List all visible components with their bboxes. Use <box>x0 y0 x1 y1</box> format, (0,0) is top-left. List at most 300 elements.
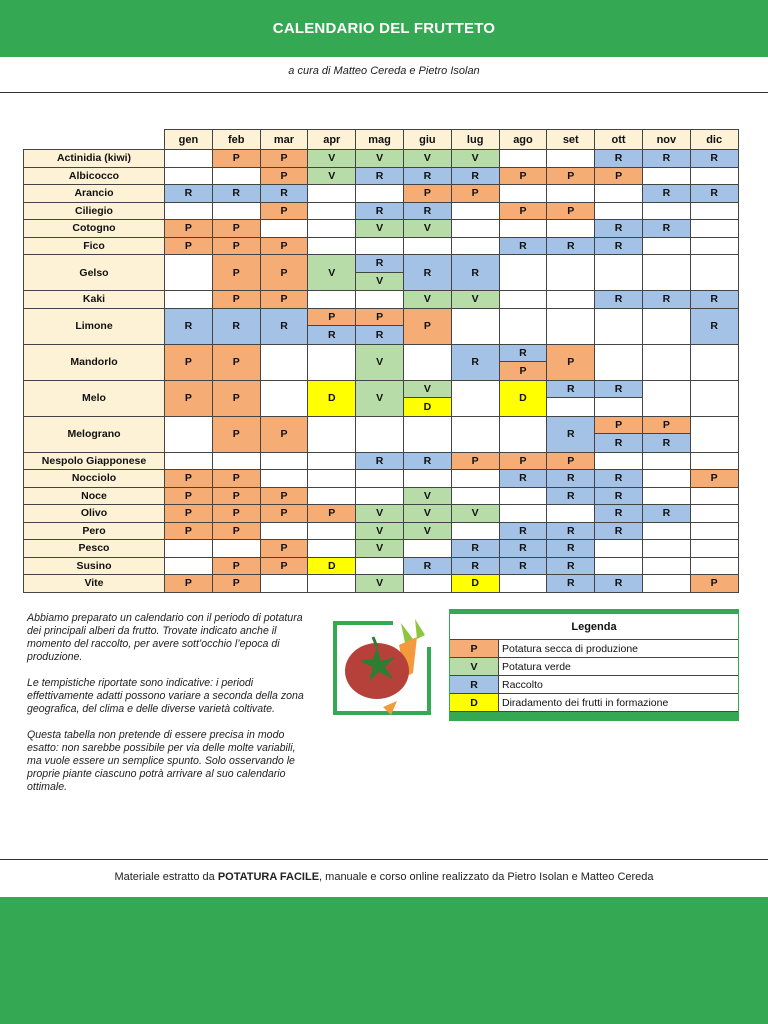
calendar-cell <box>547 505 595 523</box>
calendar-cell: R <box>356 167 404 185</box>
calendar-cell: V <box>356 380 404 416</box>
calendar-cell <box>403 237 451 255</box>
calendar-cell <box>642 540 690 558</box>
table-row <box>24 540 739 558</box>
tree-name: Ciliegio <box>24 202 165 220</box>
table-row <box>24 202 739 220</box>
calendar-cell <box>260 380 308 416</box>
calendar-cell <box>690 237 738 255</box>
calendar-cell <box>308 470 356 488</box>
calendar-subcell: R <box>356 255 403 273</box>
calendar-cell: R <box>595 575 643 593</box>
calendar-subcell: R <box>595 381 642 399</box>
calendar-cell: R <box>403 557 451 575</box>
calendar-cell: R <box>403 255 451 291</box>
calendar-subcell: D <box>404 398 451 416</box>
legend-label: Potatura verde <box>502 660 571 673</box>
calendar-cell: P <box>212 237 260 255</box>
note-paragraph: Abbiamo preparato un calendario con il periodo di potatura dei principali alberi da frutto. Trovate indicato anche il momento del raccolto, per avere sott’occhio l’epoca di produzione. <box>27 612 303 663</box>
calendar-cell: P <box>499 167 547 185</box>
calendar-cell: R <box>595 487 643 505</box>
calendar-cell <box>356 470 404 488</box>
tree-name: Kaki <box>24 291 165 309</box>
calendar-subcell: V <box>356 273 403 291</box>
calendar-cell: P <box>451 452 499 470</box>
calendar-cell <box>547 150 595 168</box>
calendar-cell <box>308 522 356 540</box>
table-row <box>24 487 739 505</box>
calendar-cell: R <box>260 185 308 203</box>
calendar-cell <box>356 557 404 575</box>
calendar-cell: P <box>212 487 260 505</box>
calendar-cell <box>595 452 643 470</box>
calendar-cell: R <box>499 557 547 575</box>
calendar-cell: R <box>690 291 738 309</box>
calendar-cell: P <box>260 150 308 168</box>
calendar-cell: R <box>403 202 451 220</box>
calendar-cell: R <box>642 220 690 238</box>
corner-cell <box>24 130 165 150</box>
legend <box>449 609 739 721</box>
calendar-cell: P <box>260 291 308 309</box>
calendar-cell: V <box>356 220 404 238</box>
calendar-cell: V <box>356 150 404 168</box>
tree-name: Mandorlo <box>24 344 165 380</box>
calendar-cell <box>308 487 356 505</box>
calendar-cell: R <box>690 308 738 344</box>
table-row <box>24 505 739 523</box>
calendar-cell <box>499 505 547 523</box>
legend-item <box>450 640 738 658</box>
calendar-cell <box>547 291 595 309</box>
month-header: mag <box>356 130 404 150</box>
calendar-cell: R <box>212 308 260 344</box>
calendar-cell: P <box>499 452 547 470</box>
calendar-cell: P <box>212 522 260 540</box>
month-header: mar <box>260 130 308 150</box>
calendar-cell: P <box>212 470 260 488</box>
calendar-cell: P <box>260 202 308 220</box>
calendar-cell <box>308 220 356 238</box>
calendar-cell <box>403 575 451 593</box>
calendar-cell <box>595 255 643 291</box>
month-header: nov <box>642 130 690 150</box>
calendar-cell: P <box>260 167 308 185</box>
calendar-cell: P <box>165 522 213 540</box>
calendar-subcell <box>547 398 594 416</box>
table-row <box>24 237 739 255</box>
legend-key: P <box>450 640 499 657</box>
calendar-subcell: P <box>643 417 690 435</box>
calendar-cell: P <box>165 380 213 416</box>
tree-name: Vite <box>24 575 165 593</box>
calendar-cell: P <box>690 575 738 593</box>
calendar-cell: R <box>451 255 499 291</box>
calendar-cell <box>642 308 690 344</box>
calendar-cell <box>547 308 595 344</box>
legend-key: V <box>450 658 499 675</box>
calendar-cell <box>451 470 499 488</box>
calendar-cell: P <box>212 220 260 238</box>
calendar-cell: P <box>165 344 213 380</box>
calendar-cell <box>595 380 643 416</box>
calendar-cell: V <box>308 255 356 291</box>
calendar-cell: R <box>547 487 595 505</box>
calendar-cell <box>595 540 643 558</box>
calendar-cell: P <box>165 505 213 523</box>
calendar-cell: R <box>165 185 213 203</box>
calendar-cell: V <box>308 167 356 185</box>
calendar-cell <box>356 185 404 203</box>
calendar-cell <box>356 291 404 309</box>
calendar-cell: P <box>212 255 260 291</box>
tree-name: Cotogno <box>24 220 165 238</box>
tomato-logo-icon <box>333 617 433 716</box>
calendar-cell <box>260 220 308 238</box>
calendar-cell <box>642 575 690 593</box>
calendar-cell <box>165 452 213 470</box>
calendar-cell: R <box>642 291 690 309</box>
title-bar <box>0 0 768 57</box>
credit-line <box>0 871 768 883</box>
table-row <box>24 185 739 203</box>
calendar-cell: R <box>499 540 547 558</box>
calendar-cell: V <box>356 540 404 558</box>
calendar-cell: R <box>642 505 690 523</box>
table-row <box>24 291 739 309</box>
calendar-cell <box>547 380 595 416</box>
table-row <box>24 452 739 470</box>
calendar-cell <box>547 185 595 203</box>
calendar-cell: P <box>403 185 451 203</box>
calendar-cell: P <box>547 167 595 185</box>
calendar-cell <box>547 220 595 238</box>
calendar-cell: V <box>308 150 356 168</box>
month-header: gen <box>165 130 213 150</box>
calendar-cell: V <box>403 505 451 523</box>
table-row <box>24 557 739 575</box>
calendar-subcell: P <box>595 417 642 435</box>
calendar-cell: R <box>595 150 643 168</box>
note-paragraph: Le tempistiche riportate sono indicative: i periodi effettivamente adatti possono variare a seconda della zona geografica, del clima e delle diverse varietà coltivate. <box>27 677 304 715</box>
calendar-cell <box>356 487 404 505</box>
calendar-cell: V <box>356 575 404 593</box>
legend-label: Raccolto <box>502 678 543 691</box>
calendar-cell: P <box>260 255 308 291</box>
calendar-cell: P <box>212 557 260 575</box>
tree-name: Melo <box>24 380 165 416</box>
calendar-cell: R <box>547 470 595 488</box>
calendar-cell <box>690 452 738 470</box>
calendar-cell <box>690 522 738 540</box>
calendar-cell <box>451 380 499 416</box>
calendar-cell: P <box>547 202 595 220</box>
calendar-cell <box>212 452 260 470</box>
calendar-subcell: R <box>308 326 355 344</box>
tree-name: Actinidia (kiwi) <box>24 150 165 168</box>
divider <box>0 92 768 93</box>
table-row <box>24 380 739 416</box>
legend-key: R <box>450 676 499 693</box>
calendar-cell <box>595 416 643 452</box>
calendar-cell <box>690 255 738 291</box>
calendar-cell <box>642 416 690 452</box>
calendar-cell: R <box>165 308 213 344</box>
legend-item <box>450 694 738 712</box>
calendar-cell: D <box>499 380 547 416</box>
calendar-cell <box>165 291 213 309</box>
orchard-calendar-table <box>23 129 739 593</box>
calendar-subcell: R <box>643 434 690 452</box>
tree-name: Albicocco <box>24 167 165 185</box>
calendar-cell: R <box>547 557 595 575</box>
month-header: dic <box>690 130 738 150</box>
calendar-cell <box>165 150 213 168</box>
tree-name: Pesco <box>24 540 165 558</box>
calendar-cell <box>165 557 213 575</box>
calendar-cell <box>212 540 260 558</box>
calendar-cell: R <box>356 452 404 470</box>
calendar-subcell: P <box>308 309 355 327</box>
notes <box>27 612 307 807</box>
calendar-cell <box>212 167 260 185</box>
table-row <box>24 522 739 540</box>
calendar-cell: P <box>547 452 595 470</box>
calendar-cell <box>499 150 547 168</box>
calendar-cell <box>260 575 308 593</box>
calendar-cell <box>595 557 643 575</box>
calendar-cell: R <box>212 185 260 203</box>
calendar-cell <box>690 202 738 220</box>
calendar-cell <box>642 557 690 575</box>
calendar-cell <box>308 185 356 203</box>
table-row <box>24 308 739 344</box>
calendar-cell: P <box>165 237 213 255</box>
table-row <box>24 416 739 452</box>
calendar-cell: R <box>642 150 690 168</box>
calendar-cell: R <box>642 185 690 203</box>
calendar-subcell: R <box>500 345 547 363</box>
calendar-cell: V <box>403 522 451 540</box>
table-row <box>24 575 739 593</box>
credit-suffix: , manuale e corso online realizzato da Pietro Isolan e Matteo Cereda <box>319 871 654 883</box>
page-title: CALENDARIO DEL FRUTTETO <box>272 20 496 37</box>
calendar-cell <box>642 237 690 255</box>
calendar-cell <box>451 522 499 540</box>
calendar-cell <box>260 452 308 470</box>
calendar-subcell: P <box>500 362 547 380</box>
calendar-cell: R <box>547 522 595 540</box>
calendar-cell: R <box>547 416 595 452</box>
calendar-cell <box>403 344 451 380</box>
calendar-cell: P <box>212 344 260 380</box>
calendar-cell <box>451 237 499 255</box>
calendar-subcell: V <box>404 381 451 399</box>
calendar-cell <box>499 416 547 452</box>
calendar-cell <box>451 202 499 220</box>
calendar-cell: P <box>212 575 260 593</box>
calendar-cell: R <box>356 202 404 220</box>
calendar-cell <box>451 487 499 505</box>
calendar-cell: P <box>212 380 260 416</box>
calendar-cell <box>165 416 213 452</box>
calendar-cell <box>165 167 213 185</box>
calendar-cell <box>499 185 547 203</box>
calendar-cell: V <box>403 150 451 168</box>
legend-item <box>450 676 738 694</box>
tree-name: Melograno <box>24 416 165 452</box>
tree-name: Gelso <box>24 255 165 291</box>
calendar-cell: P <box>165 470 213 488</box>
calendar-cell: P <box>260 237 308 255</box>
calendar-cell <box>308 237 356 255</box>
calendar-cell: R <box>690 150 738 168</box>
calendar-cell: P <box>260 557 308 575</box>
calendar-cell: V <box>451 505 499 523</box>
calendar-cell <box>690 416 738 452</box>
calendar-cell <box>642 167 690 185</box>
calendar-cell <box>451 308 499 344</box>
calendar-subcell <box>595 398 642 416</box>
tree-name: Fico <box>24 237 165 255</box>
calendar-cell <box>499 575 547 593</box>
calendar-cell <box>595 344 643 380</box>
calendar-cell: R <box>547 540 595 558</box>
calendar-subcell: R <box>547 381 594 399</box>
calendar-cell: V <box>451 291 499 309</box>
calendar-cell: P <box>403 308 451 344</box>
calendar-cell <box>308 344 356 380</box>
legend-key: D <box>450 694 499 711</box>
calendar-cell <box>642 380 690 416</box>
legend-label: Potatura secca di produzione <box>502 642 639 655</box>
credit-book-title: POTATURA FACILE <box>217 871 320 883</box>
calendar-cell <box>403 416 451 452</box>
calendar-cell: P <box>260 487 308 505</box>
tree-name: Susino <box>24 557 165 575</box>
calendar-cell: V <box>356 522 404 540</box>
bottom-bar <box>0 897 768 1024</box>
table-row <box>24 150 739 168</box>
calendar-cell <box>499 291 547 309</box>
tree-name: Olivo <box>24 505 165 523</box>
calendar-cell: D <box>308 380 356 416</box>
calendar-cell <box>642 487 690 505</box>
calendar-cell <box>595 308 643 344</box>
calendar-cell <box>595 185 643 203</box>
calendar-cell <box>642 522 690 540</box>
calendar-cell <box>499 255 547 291</box>
calendar-cell <box>308 452 356 470</box>
calendar-cell: V <box>403 220 451 238</box>
table-row <box>24 470 739 488</box>
calendar-cell: R <box>595 470 643 488</box>
month-header: apr <box>308 130 356 150</box>
calendar-cell <box>308 202 356 220</box>
authors-line: a cura di Matteo Cereda e Pietro Isolan <box>288 65 480 77</box>
calendar-cell: P <box>499 202 547 220</box>
calendar-cell: R <box>595 522 643 540</box>
table-row <box>24 344 739 380</box>
calendar-cell <box>451 416 499 452</box>
calendar-cell <box>403 380 451 416</box>
calendar-cell <box>642 452 690 470</box>
calendar-cell: P <box>260 540 308 558</box>
calendar-cell: P <box>595 167 643 185</box>
month-header: set <box>547 130 595 150</box>
legend-footer-bar <box>450 712 738 720</box>
calendar-cell <box>499 220 547 238</box>
calendar-cell <box>260 344 308 380</box>
calendar-cell <box>690 220 738 238</box>
note-paragraph: Questa tabella non pretende di essere precisa in modo esatto: non sarebbe possibile per via delle molte variabili, ma vuole essere un semplice spunto. Solo osservando le proprie piante ciascuno potrà arrivare al suo calendario ottimale. <box>27 729 296 793</box>
calendar-cell <box>690 487 738 505</box>
calendar-cell: P <box>260 505 308 523</box>
month-header: feb <box>212 130 260 150</box>
calendar-cell: R <box>403 452 451 470</box>
calendar-cell: V <box>356 505 404 523</box>
calendar-cell: P <box>260 416 308 452</box>
calendar-cell <box>165 255 213 291</box>
calendar-cell: R <box>499 470 547 488</box>
calendar-cell: V <box>356 344 404 380</box>
calendar-cell <box>690 505 738 523</box>
calendar-cell <box>451 220 499 238</box>
calendar-cell: P <box>165 575 213 593</box>
calendar-cell: R <box>403 167 451 185</box>
calendar-cell: P <box>451 185 499 203</box>
calendar-cell <box>356 308 404 344</box>
calendar-cell: R <box>260 308 308 344</box>
month-header: lug <box>451 130 499 150</box>
calendar-cell: P <box>212 416 260 452</box>
calendar-cell: P <box>212 291 260 309</box>
calendar-subcell: P <box>356 309 403 327</box>
calendar-cell <box>642 344 690 380</box>
calendar-cell <box>403 540 451 558</box>
calendar-cell <box>212 202 260 220</box>
credit-prefix: Materiale estratto da <box>114 871 218 883</box>
calendar-cell <box>595 202 643 220</box>
calendar-cell <box>690 380 738 416</box>
calendar-cell <box>356 237 404 255</box>
calendar-cell <box>547 255 595 291</box>
calendar-cell: P <box>165 487 213 505</box>
calendar-cell: R <box>451 167 499 185</box>
calendar-cell: V <box>403 291 451 309</box>
calendar-cell <box>308 291 356 309</box>
divider <box>0 859 768 860</box>
calendar-cell: R <box>547 575 595 593</box>
legend-item <box>450 658 738 676</box>
tree-name: Noce <box>24 487 165 505</box>
calendar-cell: P <box>308 505 356 523</box>
calendar-cell <box>642 255 690 291</box>
calendar-cell: P <box>212 150 260 168</box>
month-header: giu <box>403 130 451 150</box>
calendar-cell: R <box>451 540 499 558</box>
calendar-cell <box>499 344 547 380</box>
calendar-cell: D <box>308 557 356 575</box>
calendar-cell <box>308 308 356 344</box>
calendar-cell <box>356 416 404 452</box>
calendar-subcell: R <box>595 434 642 452</box>
tree-name: Limone <box>24 308 165 344</box>
calendar-cell: R <box>451 344 499 380</box>
calendar-cell <box>308 540 356 558</box>
calendar-cell <box>499 487 547 505</box>
calendar-cell: P <box>212 505 260 523</box>
